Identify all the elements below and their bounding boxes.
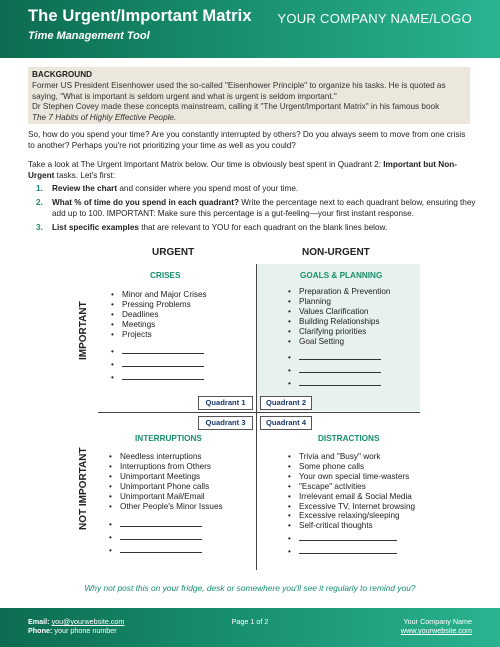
list-item: • Excessive TV, Internet browsing (287, 502, 415, 512)
list-item: • Projects (110, 330, 207, 340)
background-box (28, 67, 470, 124)
column-header-urgent: URGENT (152, 247, 195, 258)
quadrant-2-title: GOALS & PLANNING (300, 271, 383, 280)
blank-line[interactable] (108, 544, 202, 557)
phone-number: your phone number (54, 626, 117, 635)
page-number: Page 1 of 2 (231, 617, 269, 626)
matrix-horizontal-divider (98, 412, 420, 413)
blank-line[interactable] (108, 518, 202, 531)
blank-line[interactable] (287, 545, 397, 558)
footer-contact: Email: you@yourwebsite.com Phone: your phone number (28, 617, 125, 635)
intro-paragraph-1: So, how do you spend your time? Are you constantly interrupted by others? Do you always seem to move from one crisis to another? Perhaps you're not prioritizing your time as well as you could? (28, 130, 466, 150)
quadrant-1-label: Quadrant 1 (198, 396, 253, 410)
list-item: • Unimportant Mail/Email (108, 492, 223, 502)
list-item: • Unimportant Phone calls (108, 482, 223, 492)
page-title: The Urgent/Important Matrix (28, 7, 252, 25)
quadrant-4-title: DISTRACTIONS (318, 434, 380, 443)
list-item: • Planning (287, 297, 390, 307)
list-item: • Some phone calls (287, 462, 415, 472)
quadrant-3-blank-lines (108, 518, 202, 557)
intro-paragraph-2: Take a look at The Urgent Important Matrix below. Our time is obviously best spent in Quadrant 2: Important but Non-Urgent tasks. Let's first: (28, 160, 457, 180)
list-item: • Meetings (110, 320, 207, 330)
step-item: 3. List specific examples that are relevant to YOU for each quadrant on the blank lines below. (36, 223, 388, 233)
quadrant-1-blank-lines (110, 345, 204, 384)
list-item: • Preparation & Prevention (287, 287, 390, 297)
footer-company (401, 617, 472, 635)
book-title: The 7 Habits of Highly Effective People. (32, 113, 177, 123)
list-item: • Needless interruptions (108, 452, 223, 462)
row-header-important: IMPORTANT (78, 301, 89, 360)
list-item: • Goal Setting (287, 337, 390, 347)
company-logo-placeholder: YOUR COMPANY NAME/LOGO (277, 11, 472, 26)
quadrant-4-list (287, 452, 415, 531)
blank-line[interactable] (110, 345, 204, 358)
quadrant-1-title: CRISES (150, 271, 181, 280)
list-item: • Interruptions from Others (108, 462, 223, 472)
matrix-vertical-divider (256, 264, 257, 570)
list-item: • Building Relationships (287, 317, 390, 327)
page-subtitle: Time Management Tool (28, 30, 150, 42)
blank-line[interactable] (287, 532, 397, 545)
background-heading: BACKGROUND (32, 70, 93, 79)
list-item: • Other People's Minor Issues (108, 502, 223, 512)
list-item: • Your own special time-wasters (287, 472, 415, 482)
column-header-non-urgent: NON-URGENT (302, 247, 370, 258)
list-item: • "Escape" activities (287, 482, 415, 492)
instruction-steps (36, 184, 476, 238)
quadrant-1-list (110, 290, 207, 340)
blank-line[interactable] (110, 358, 204, 371)
blank-line[interactable] (108, 531, 202, 544)
list-item: • Irrelevant email & Social Media (287, 492, 415, 502)
tagline: Why not post this on your fridge, desk or somewhere you'll see it regularly to remind you? (84, 583, 416, 593)
quadrant-2-label: Quadrant 2 (260, 396, 312, 410)
list-item: • Trivia and "Busy" work (287, 452, 415, 462)
page-header (0, 0, 500, 58)
list-item: • Values Clarification (287, 307, 390, 317)
quadrant-2-blank-lines (287, 351, 381, 390)
list-item: • Clarifying priorities (287, 327, 390, 337)
quadrant-3-list (108, 452, 223, 511)
blank-line[interactable] (287, 364, 381, 377)
quadrant-4-blank-lines (287, 532, 397, 558)
page-footer (0, 608, 500, 647)
background-text-2: Dr Stephen Covey made these concepts mainstream, calling it "The Urgent/Important Matrix" in his famous book The 7 Habits of Highly Effective People. (32, 102, 440, 123)
quadrant-4-label: Quadrant 4 (260, 416, 312, 430)
step-item: 1. Review the chart and consider where you spend most of your time. (36, 184, 299, 193)
footer-company-name: Your Company Name (403, 617, 472, 626)
background-text-1: Former US President Eisenhower used the so-called "Eisenhower Principle" to organize his tasks. He is quoted as saying, "What is important is seldom urgent and what is urgent is seldom important." (32, 80, 446, 101)
quadrant-2-list (287, 287, 390, 346)
list-item: • Excessive relaxing/sleeping (287, 511, 415, 521)
blank-line[interactable] (287, 351, 381, 364)
list-item: • Deadlines (110, 310, 207, 320)
website-link[interactable]: www.yourwebsite.com (400, 626, 472, 635)
blank-line[interactable] (287, 377, 381, 390)
list-item: • Self-critical thoughts (287, 521, 415, 531)
list-item: • Pressing Problems (110, 300, 207, 310)
email-link[interactable]: you@yourwebsite.com (51, 617, 125, 626)
quadrant-3-label: Quadrant 3 (198, 416, 253, 430)
quadrant-3-title: INTERRUPTIONS (135, 434, 202, 443)
row-header-not-important: NOT IMPORTANT (78, 447, 89, 530)
list-item: • Unimportant Meetings (108, 472, 223, 482)
step-item: 2. What % of time do you spend in each quadrant? Write the percentage next to each quadrant below, ensuring they add up to 100. IMPORTANT: Make sure this percentage is a gut-feeling—your first instant response. (36, 198, 476, 218)
list-item: • Minor and Major Crises (110, 290, 207, 300)
blank-line[interactable] (110, 371, 204, 384)
